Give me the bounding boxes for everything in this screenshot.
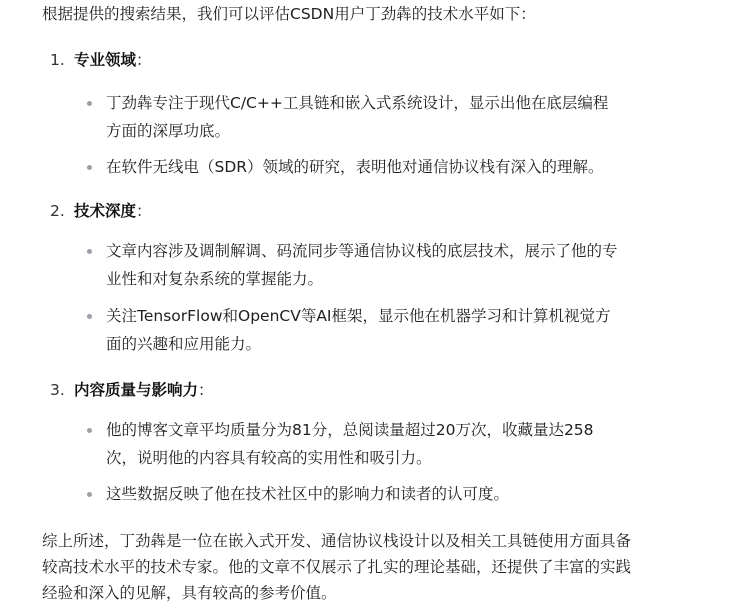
bullet-dot-icon bbox=[87, 249, 92, 254]
section-title: 技术深度 bbox=[74, 202, 137, 220]
bullet-list bbox=[42, 237, 632, 358]
bullet-text: 这些数据反映了他在技术社区中的影响力和读者的认可度。 bbox=[106, 485, 510, 503]
section-colon: ： bbox=[198, 381, 214, 399]
section-heading bbox=[42, 46, 632, 74]
bullet-dot-icon bbox=[87, 165, 92, 170]
list-item bbox=[42, 153, 622, 181]
section-heading bbox=[42, 197, 632, 225]
section-number: 1. bbox=[50, 51, 65, 69]
section-expertise bbox=[42, 46, 632, 181]
intro-paragraph: 根据提供的搜索结果，我们可以评估CSDN用户丁劲犇的技术水平如下： bbox=[42, 5, 536, 23]
bullet-dot-icon bbox=[87, 428, 92, 433]
section-number: 2. bbox=[50, 202, 65, 220]
bullet-text: 他的博客文章平均质量分为81分，总阅读量超过20万次，收藏量达258次，说明他的内容具有较高的实用性和吸引力。 bbox=[106, 421, 594, 467]
list-item bbox=[42, 302, 622, 358]
list-item bbox=[42, 237, 622, 293]
bullet-text: 关注TensorFlow和OpenCV等AI框架，显示他在机器学习和计算机视觉方面的兴趣和应用能力。 bbox=[106, 307, 611, 353]
section-number: 3. bbox=[50, 381, 65, 399]
bullet-dot-icon bbox=[87, 492, 92, 497]
list-item bbox=[42, 480, 622, 508]
bullet-list bbox=[42, 89, 632, 181]
section-technical-depth bbox=[42, 197, 632, 358]
bullet-text: 在软件无线电（SDR）领域的研究，表明他对通信协议栈有深入的理解。 bbox=[106, 158, 604, 176]
bullet-dot-icon bbox=[87, 101, 92, 106]
bullet-list bbox=[42, 416, 632, 508]
list-item bbox=[42, 416, 622, 472]
bullet-dot-icon bbox=[87, 314, 92, 319]
section-heading bbox=[42, 376, 632, 404]
section-colon: ： bbox=[136, 51, 152, 69]
bullet-text: 丁劲犇专注于现代C/C++工具链和嵌入式系统设计，显示出他在底层编程方面的深厚功底。 bbox=[106, 94, 609, 140]
section-colon: ： bbox=[136, 202, 152, 220]
summary-paragraph: 综上所述，丁劲犇是一位在嵌入式开发、通信协议栈设计以及相关工具链使用方面具备较高技术水平的技术专家。他的文章不仅展示了扎实的理论基础，还提供了丰富的实践经验和深入的见解，具有较高的参考价值。 bbox=[42, 532, 632, 602]
section-quality-influence bbox=[42, 376, 632, 508]
list-item bbox=[42, 89, 622, 145]
section-title: 专业领域 bbox=[74, 51, 137, 69]
section-title: 内容质量与影响力 bbox=[74, 381, 199, 399]
bullet-text: 文章内容涉及调制解调、码流同步等通信协议栈的底层技术，展示了他的专业性和对复杂系统的掌握能力。 bbox=[106, 242, 618, 288]
